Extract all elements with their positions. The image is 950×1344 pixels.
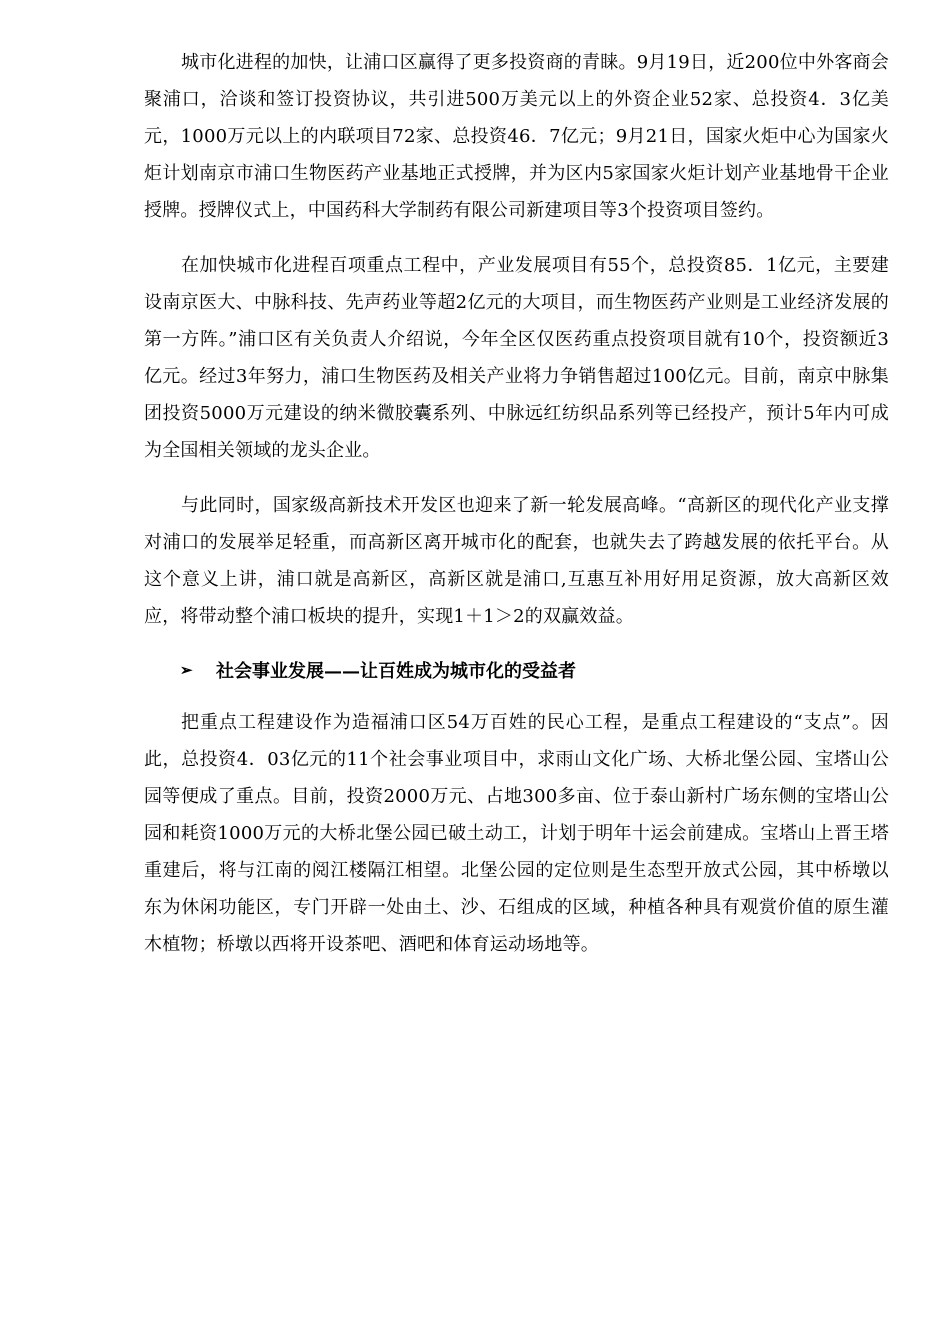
paragraph-industry-projects: 在加快城市化进程百项重点工程中，产业发展项目有55个，总投资85．1亿元，主要建设南京医大、中脉科技、先声药业等超2亿元的大项目，而生物医药产业则是工业经济发展的第一方阵。”浦口区有关负责人介绍说，今年全区仅医药重点投资项目就有10个，投资额近3亿元。经过3年努力，浦口生物医药及相关产业将力争销售超过100亿元。目前，南京中脉集团投资5000万元建设的纳米微胶囊系列、中脉远红纺织品系列等已经投产，预计5年内可成为全国相关领域的龙头企业。 xyxy=(144,255,889,461)
paragraph-social-projects: 把重点工程建设作为造福浦口区54万百姓的民心工程，是重点工程建设的“支点”。因此，总投资4．03亿元的11个社会事业项目中，求雨山文化广场、大桥北堡公园、宝塔山公园等便成了重点。目前，投资2000万元、占地300多亩、位于泰山新村广场东侧的宝塔山公园和耗资1000万元的大桥北堡公园已破土动工，计划于明年十运会前建成。宝塔山上晋王塔重建后，将与江南的阅江楼隔江相望。北堡公园的定位则是生态型开放式公园，其中桥墩以东为休闲功能区，专门开辟一处由土、沙、石组成的区域，种植各种具有观赏价值的原生灌木植物；桥墩以西将开设茶吧、酒吧和体育运动场地等。 xyxy=(144,712,889,955)
paragraph-investment: 城市化进程的加快，让浦口区赢得了更多投资商的青睐。9月19日，近200位中外客商会聚浦口，洽谈和签订投资协议，共引进500万美元以上的外资企业52家、总投资4．3亿美元，1000万元以上的内联项目72家、总投资46．7亿元；9月21日，国家火炬中心为国家火炬计划南京市浦口生物医药产业基地正式授牌，并为区内5家国家火炬计划产业基地骨干企业授牌。授牌仪式上，中国药科大学制药有限公司新建项目等3个投资项目签约。 xyxy=(144,52,889,221)
arrow-bullet-icon: ➢ xyxy=(180,660,193,679)
section-heading-text: 社会事业发展——让百姓成为城市化的受益者 xyxy=(216,660,576,682)
document-page xyxy=(144,44,889,963)
section-heading xyxy=(144,651,889,688)
paragraph-high-tech-zone: 与此同时，国家级高新技术开发区也迎来了新一轮发展高峰。“高新区的现代化产业支撑对浦口的发展举足轻重，而高新区离开城市化的配套，也就失去了跨越发展的依托平台。从这个意义上讲，浦口就是高新区，高新区就是浦口,互惠互补用好用足资源，放大高新区效应，将带动整个浦口板块的提升，实现1＋1＞2的双赢效益。 xyxy=(144,495,889,627)
